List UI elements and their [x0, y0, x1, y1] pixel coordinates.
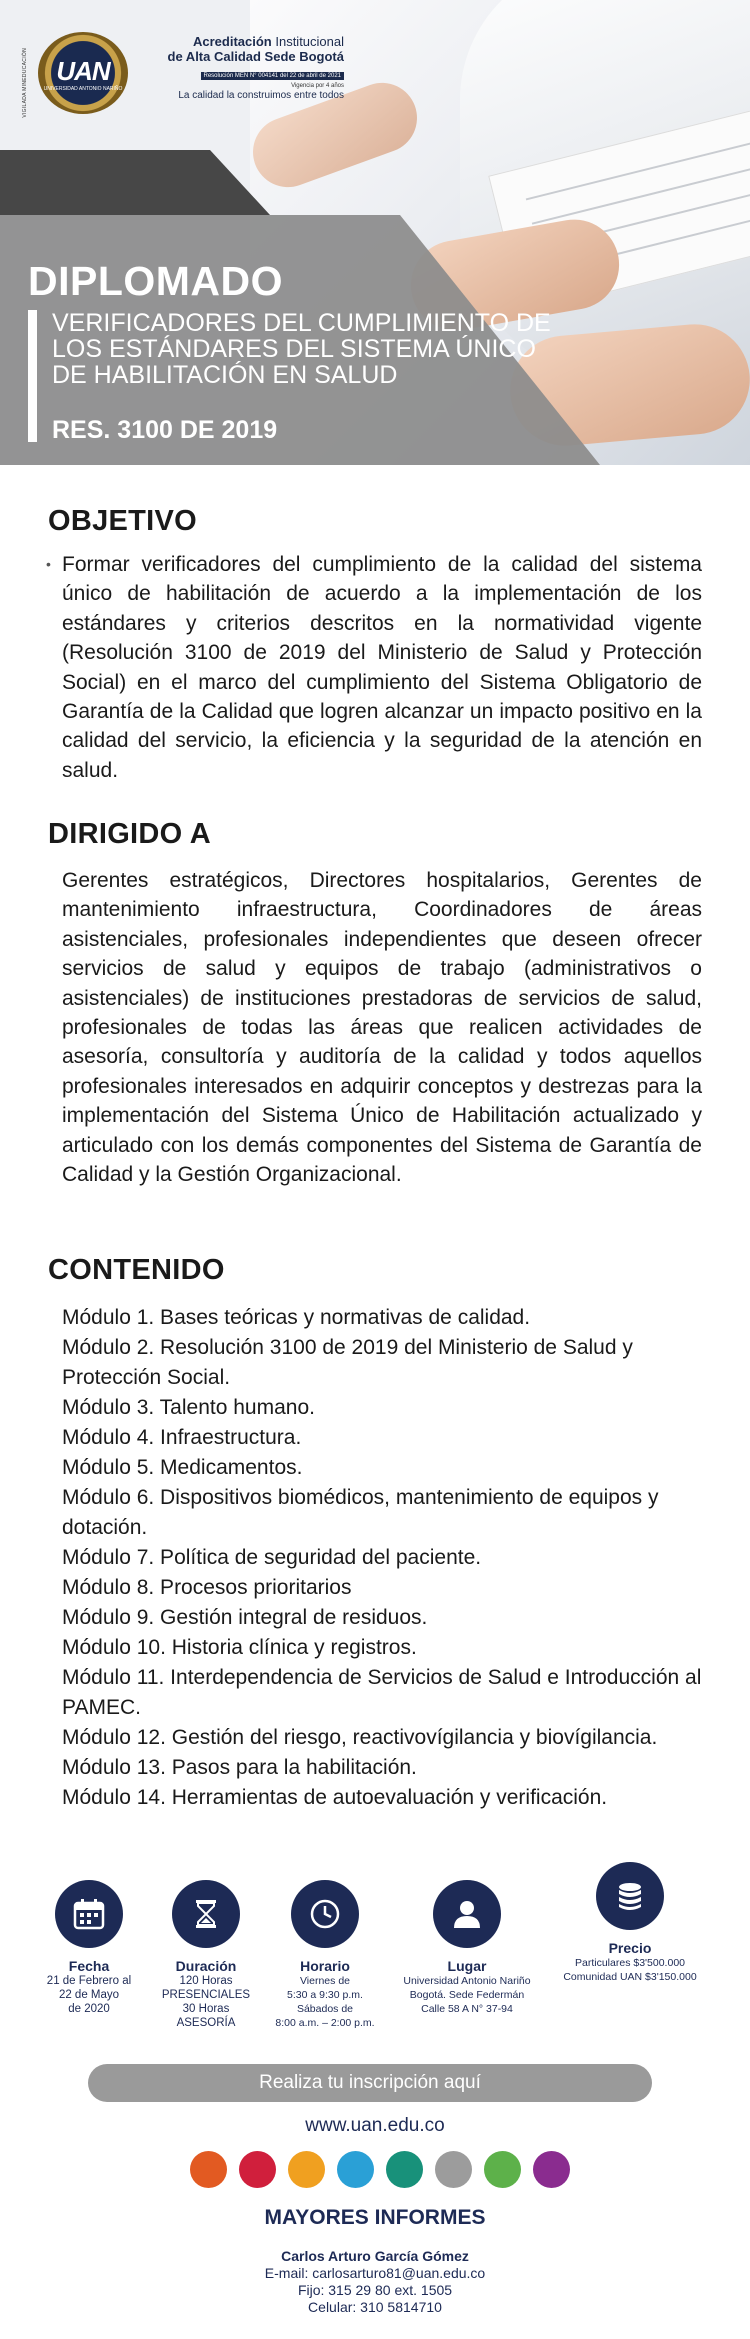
- logo-subtext: UNIVERSIDAD ANTONIO NARIÑO: [43, 86, 123, 92]
- horario-line2: 5:30 a 9:30 p.m.: [287, 1989, 363, 2001]
- color-dot: [288, 2151, 325, 2188]
- precio-line1: Particulares $3'500.000: [575, 1957, 685, 1969]
- clock-icon: [291, 1880, 359, 1948]
- page-subtitle: VERIFICADORES DEL CUMPLIMIENTO DE LOS ESTÁNDARES DEL SISTEMA ÚNICO DE HABILITACIÓN EN SALUD: [52, 309, 551, 389]
- color-dot: [239, 2151, 276, 2188]
- bullet-icon: •: [46, 556, 51, 572]
- color-dot: [435, 2151, 472, 2188]
- color-dot: [533, 2151, 570, 2188]
- page-title: DIPLOMADO: [28, 258, 284, 304]
- motto-text: La calidad la construimos entre todos: [178, 90, 344, 101]
- vigilada-text: VIGILADA MINEDUCACIÓN: [22, 48, 28, 118]
- hero-banner: [0, 0, 750, 465]
- contact-name: Carlos Arturo García Gómez: [281, 2248, 469, 2264]
- list-item: Módulo 12. Gestión del riesgo, reactivovígilancia y biovígilancia.: [62, 1726, 658, 1749]
- resolution-badge: Resolución MEN N° 004141 del 22 de abril de 2021: [201, 72, 345, 80]
- lugar-line3: Calle 58 A N° 37-94: [421, 2003, 513, 2015]
- duracion-line4: ASESORÍA: [176, 2017, 236, 2029]
- accreditation-block: [134, 34, 344, 101]
- color-dot: [337, 2151, 374, 2188]
- list-item: Módulo 7. Política de seguridad del paciente.: [62, 1546, 482, 1569]
- dark-accent-shape: [0, 150, 270, 215]
- register-button[interactable]: Realiza tu inscripción aquí: [88, 2064, 652, 2102]
- title-bar: [28, 310, 37, 442]
- list-item: Módulo 11. Interdependencia de Servicios de Salud e Introducción al PAMEC.: [62, 1666, 702, 1719]
- dirigido-text: Gerentes estratégicos, Directores hospitalarios, Gerentes de mantenimiento infraestructura, Coordinadores de áreas asistenciales, profesionales independientes que deseen ofrecer servicios de salud y equipos de trabajo (administrativos o asistenciales) de instituciones prestadoras de servicios de salud, profesionales de todas las áreas que realicen actividades de asesoría, consultoría y auditoría de la calidad y todos aquellos profesionales interesados en adquirir conceptos y destrezas para la implementación del Sistema Único de Habilitación actualizado y articulado con los demás componentes del Sistema de Garantía de Calidad y la Gestión Organizacional.: [62, 869, 702, 1187]
- validity-text: Vigencia por 4 años: [291, 83, 344, 89]
- info-lugar: [387, 1880, 547, 2016]
- logo-text: UAN: [56, 56, 110, 86]
- uan-logo-block[interactable]: [22, 30, 342, 120]
- objetivo-text: Formar verificadores del cumplimiento de la calidad del sistema único de habilitación de acuerdo a la implementación de los estándares y criterios descritos en la normatividad vigente (Resolución 3100 de 2019 del Ministerio de Salud y Protección Social) en el marco del cumplimiento del Sistema Obligatorio de Garantía de la Calidad que logren alcanzar un impacto positivo en la calidad del servicio, la eficiencia y la seguridad de la atención en salud.: [62, 553, 702, 782]
- list-item: Módulo 3. Talento humano.: [62, 1396, 315, 1419]
- list-item: Módulo 8. Procesos prioritarios: [62, 1576, 352, 1599]
- color-dots: [190, 2151, 570, 2189]
- coins-icon: [596, 1862, 664, 1930]
- duracion-label: Duración: [175, 1958, 237, 1974]
- module-list: [62, 1303, 712, 1813]
- list-item: Módulo 6. Dispositivos biomédicos, mantenimiento de equipos y dotación.: [62, 1486, 659, 1539]
- mayores-informes-heading: MAYORES INFORMES: [264, 2206, 486, 2229]
- contact-email[interactable]: E-mail: carlosarturo81@uan.edu.co: [264, 2265, 486, 2281]
- contact-cell: Celular: 310 5814710: [308, 2299, 442, 2315]
- duracion-line2: PRESENCIALES: [161, 1989, 251, 2001]
- website-link[interactable]: www.uan.edu.co: [305, 2115, 445, 2136]
- list-item: Módulo 1. Bases teóricas y normativas de calidad.: [62, 1306, 531, 1329]
- lugar-label: Lugar: [447, 1958, 487, 1974]
- contenido-heading: CONTENIDO: [48, 1254, 225, 1286]
- duracion-line3: 30 Horas: [182, 2003, 230, 2015]
- fecha-label: Fecha: [68, 1958, 110, 1974]
- list-item: Módulo 2. Resolución 3100 de 2019 del Ministerio de Salud y Protección Social.: [62, 1336, 633, 1389]
- accreditation-rest: Institucional: [271, 34, 344, 49]
- horario-line4: 8:00 a.m. – 2:00 p.m.: [275, 2017, 375, 2029]
- info-horario: [255, 1880, 395, 2030]
- list-item: Módulo 14. Herramientas de autoevaluación y verificación.: [62, 1786, 608, 1809]
- fecha-line1: 21 de Febrero al: [46, 1975, 132, 1987]
- horario-line1: Viernes de: [299, 1975, 350, 1987]
- contact-block: [0, 2248, 750, 2316]
- horario-label: Horario: [300, 1958, 350, 1974]
- list-item: Módulo 10. Historia clínica y registros.: [62, 1636, 417, 1659]
- fecha-line2: 22 de Mayo: [58, 1989, 120, 2001]
- accreditation-line2: de Alta Calidad Sede Bogotá: [167, 49, 344, 64]
- list-item: Módulo 13. Pasos para la habilitación.: [62, 1756, 417, 1779]
- fecha-line3: de 2020: [68, 2003, 110, 2015]
- user-icon: [433, 1880, 501, 1948]
- precio-line2: Comunidad UAN $3'150.000: [563, 1971, 697, 1983]
- color-dot: [190, 2151, 227, 2188]
- objetivo-heading: OBJETIVO: [48, 505, 198, 537]
- lugar-line1: Universidad Antonio Nariño: [403, 1975, 531, 1987]
- contact-phone: Fijo: 315 29 80 ext. 1505: [297, 2282, 453, 2298]
- list-item: Módulo 9. Gestión integral de residuos.: [62, 1606, 428, 1629]
- accreditation-bold: Acreditación: [192, 34, 272, 49]
- precio-label: Precio: [608, 1940, 652, 1956]
- list-item: Módulo 4. Infraestructura.: [62, 1426, 302, 1449]
- color-dot: [386, 2151, 423, 2188]
- lugar-line2: Bogotá. Sede Federmán: [409, 1989, 525, 2001]
- calendar-icon: [55, 1880, 123, 1948]
- info-precio: [550, 1862, 710, 1984]
- hourglass-icon: [172, 1880, 240, 1948]
- color-dot: [484, 2151, 521, 2188]
- horario-line3: Sábados de: [296, 2003, 354, 2015]
- duracion-line1: 120 Horas: [179, 1975, 233, 1987]
- dirigido-heading: DIRIGIDO A: [48, 818, 212, 850]
- resolution-title: RES. 3100 DE 2019: [52, 416, 278, 444]
- list-item: Módulo 5. Medicamentos.: [62, 1456, 303, 1479]
